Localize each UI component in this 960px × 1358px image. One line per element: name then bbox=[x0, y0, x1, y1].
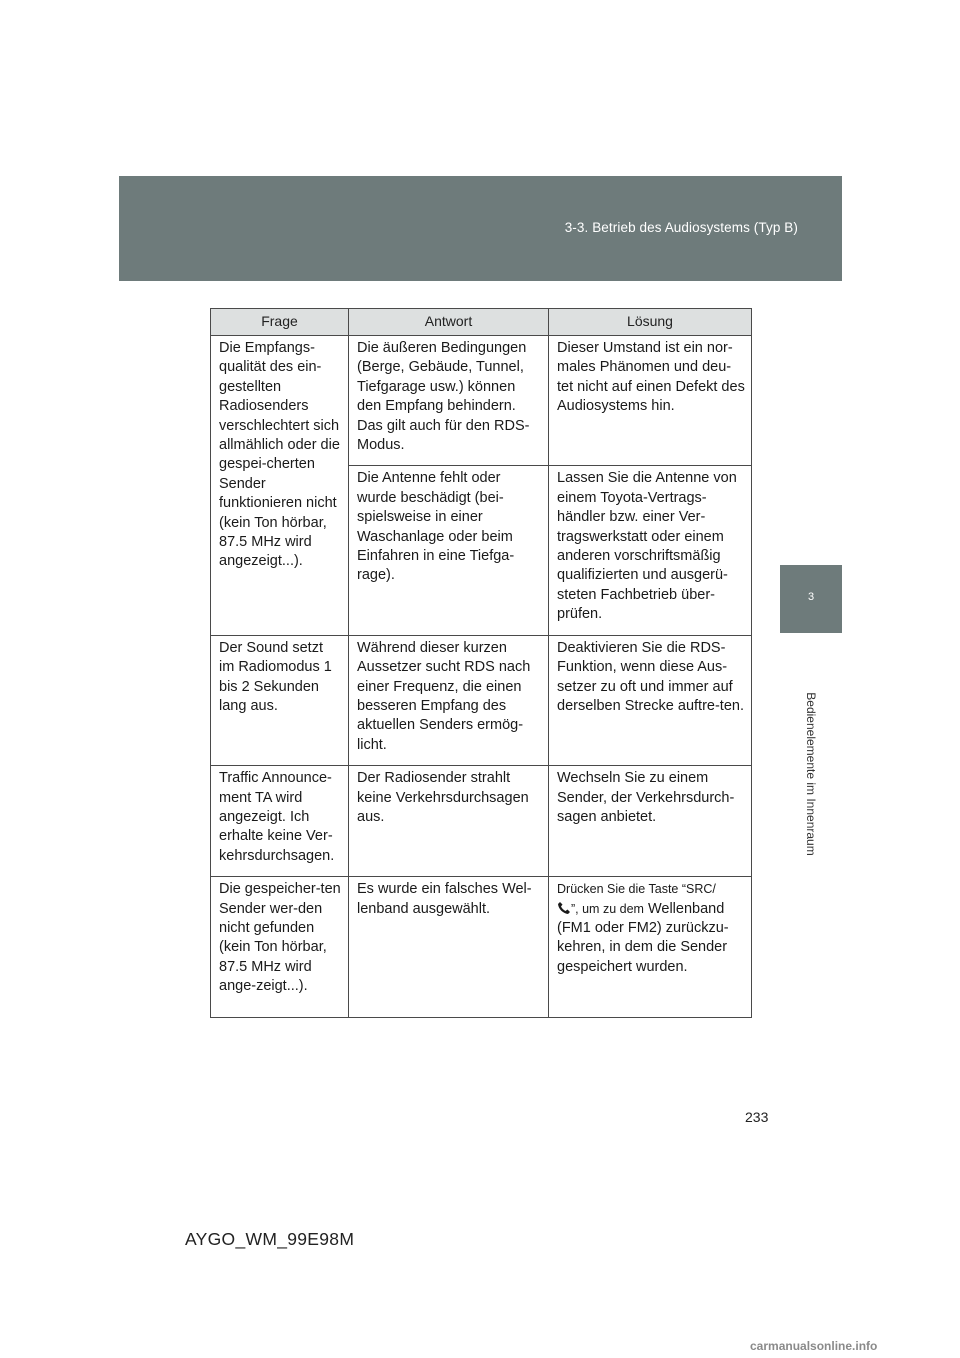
column-header-frage: Frage bbox=[211, 309, 349, 336]
chapter-label-area bbox=[780, 633, 842, 915]
phone-icon bbox=[557, 901, 571, 915]
section-title: 3-3. Betrieb des Audiosystems (Typ B) bbox=[564, 220, 798, 235]
solution-cell: Wechseln Sie zu einem Sender, der Verkehrsdurch-sagen anbietet. bbox=[549, 766, 752, 877]
question-cell: Traffic Announce-ment TA wird angezeigt. Ich erhalte keine Ver-kehrsdurchsagen. bbox=[211, 766, 349, 877]
question-cell: Die Empfangs-qualität des ein-gestellten Radiosenders verschlechtert sich allmählich oder die gespei-cherten Sender funktionieren nicht (kein Ton hörbar, 87.5 MHz wird angezeigt...). bbox=[211, 336, 349, 636]
answer-cell: Während dieser kurzen Aussetzer sucht RDS nach einer Frequenz, die einen besseren Empfang des aktuellen Senders ermög-licht. bbox=[349, 635, 549, 765]
question-cell: Der Sound setzt im Radiomodus 1 bis 2 Sekunden lang aus. bbox=[211, 635, 349, 765]
chapter-label: Bedienelemente im Innenraum bbox=[804, 692, 818, 856]
column-header-loesung: Lösung bbox=[549, 309, 752, 336]
answer-cell: Die äußeren Bedingungen (Berge, Gebäude, Tunnel, Tiefgarage usw.) können den Empfang behindern. Das gilt auch für den RDS-Modus. bbox=[349, 336, 549, 466]
solution-cell: Dieser Umstand ist ein nor-males Phänomen und deu-tet nicht auf einen Defekt des Audiosystems hin. bbox=[549, 336, 752, 466]
chapter-number: 3 bbox=[807, 591, 815, 603]
troubleshooting-table bbox=[210, 308, 752, 1018]
solution-cell: Deaktivieren Sie die RDS-Funktion, wenn diese Aus-setzer zu oft und immer auf derselben Strecke auftre-ten. bbox=[549, 635, 752, 765]
solution-cell: Lassen Sie die Antenne von einem Toyota-Vertrags-händler bzw. einer Ver-tragswerkstatt oder einem anderen vorschriftsmäßig qualifizierten und ausgerü-steten Fachbetrieb über-prüfen. bbox=[549, 466, 752, 635]
question-cell: Die gespeicher-ten Sender wer-den nicht gefunden (kein Ton hörbar, 87.5 MHz wird ange-zeigt...). bbox=[211, 877, 349, 1018]
watermark: carmanualsonline.info bbox=[750, 1339, 878, 1353]
solution-text-part: Drücken Sie die Taste “SRC/ bbox=[557, 882, 716, 897]
solution-text-part: Wellenband (FM1 oder FM2) zurückzu-kehren, in dem die Sender gespeichert wurden. bbox=[557, 900, 729, 975]
answer-cell: Es wurde ein falsches Wel-lenband ausgewählt. bbox=[349, 877, 549, 1018]
solution-cell bbox=[549, 877, 752, 1018]
table-row bbox=[211, 766, 752, 877]
table-header-row bbox=[211, 309, 752, 336]
chapter-tab[interactable] bbox=[780, 565, 842, 633]
header-band bbox=[119, 176, 842, 281]
answer-cell: Die Antenne fehlt oder wurde beschädigt (bei-spielsweise in einer Waschanlage oder beim Einfahren in eine Tiefga-rage). bbox=[349, 466, 549, 635]
table-row bbox=[211, 877, 752, 1018]
answer-cell: Der Radiosender strahlt keine Verkehrsdurchsagen aus. bbox=[349, 766, 549, 877]
document-code: AYGO_WM_99E98M bbox=[185, 1229, 355, 1249]
table-row bbox=[211, 635, 752, 765]
column-header-antwort: Antwort bbox=[349, 309, 549, 336]
solution-text-part: ”, um zu dem bbox=[571, 901, 644, 916]
table-row bbox=[211, 336, 752, 466]
page-number: 233 bbox=[745, 1109, 769, 1125]
